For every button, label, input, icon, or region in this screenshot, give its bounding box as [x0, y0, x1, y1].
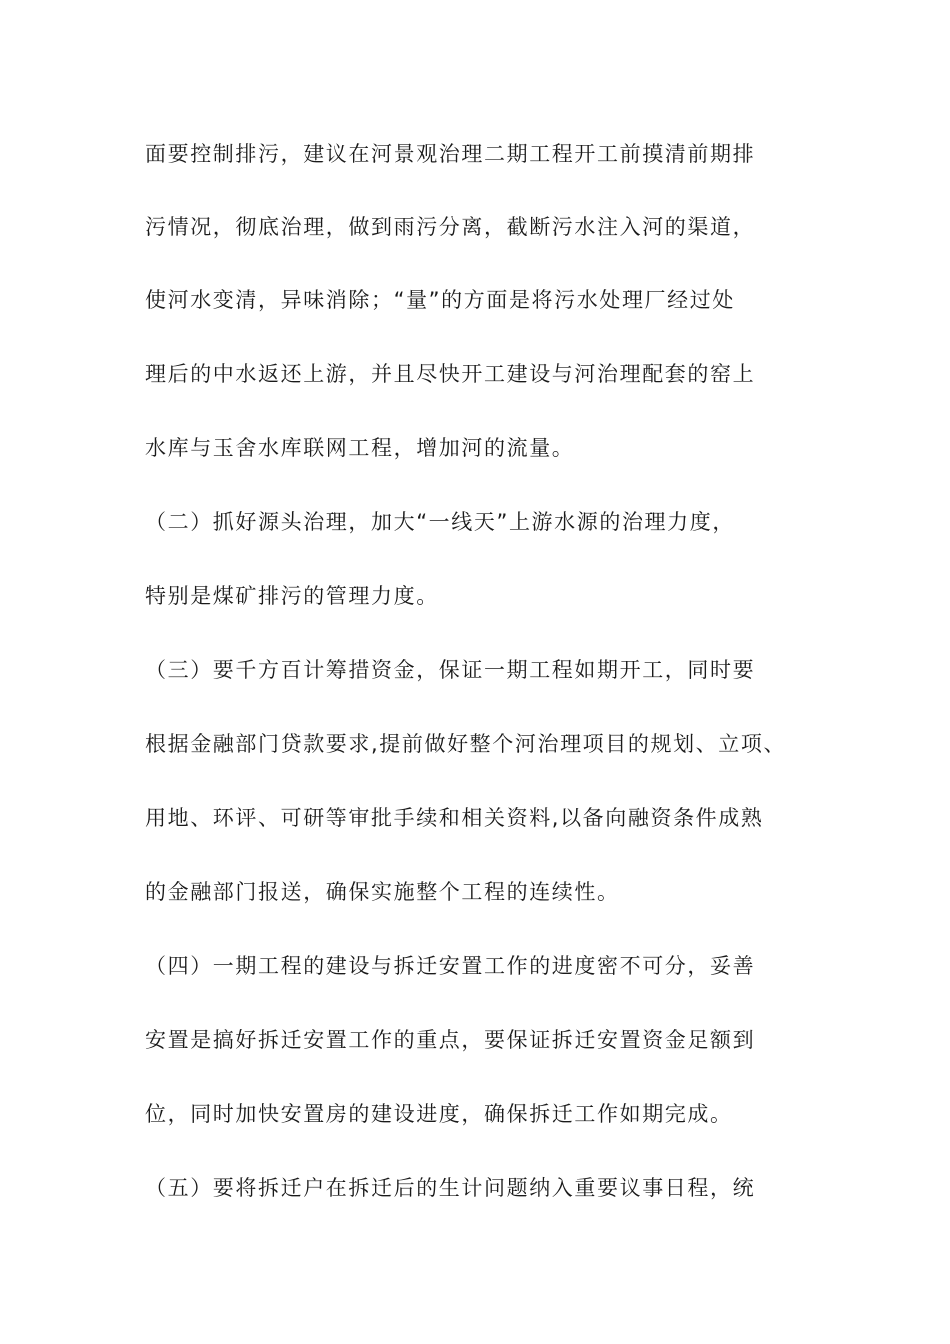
- text-line: 用地、环评、可研等审批手续和相关资料,以备向融资条件成熟: [145, 806, 764, 830]
- text-line: 面要控制排污，建议在河景观治理二期工程开工前摸清前期排: [145, 142, 756, 166]
- text-line: 使河水变清，异味消除；“量”的方面是将污水处理厂经过处: [145, 288, 735, 312]
- text-line: （四）一期工程的建设与拆迁安置工作的进度密不可分，妥善: [145, 954, 756, 978]
- text-line: 水库与玉舍水库联网工程，增加河的流量。: [145, 436, 575, 460]
- text-line: 理后的中水返还上游，并且尽快开工建设与河治理配套的窑上: [145, 362, 756, 386]
- text-line: 根据金融部门贷款要求,提前做好整个河治理项目的规划、立项、: [145, 732, 787, 756]
- text-line: 特别是煤矿排污的管理力度。: [145, 584, 439, 608]
- text-line: 安置是搞好拆迁安置工作的重点，要保证拆迁安置资金足额到: [145, 1028, 756, 1052]
- text-line: 的金融部门报送，确保实施整个工程的连续性。: [145, 880, 620, 904]
- text-line: （五）要将拆迁户在拆迁后的生计问题纳入重要议事日程，统: [145, 1176, 756, 1200]
- text-line: 污情况，彻底治理，做到雨污分离，截断污水注入河的渠道，: [145, 215, 756, 239]
- text-line: 位，同时加快安置房的建设进度，确保拆迁工作如期完成。: [145, 1102, 733, 1126]
- text-line: （三）要千方百计筹措资金，保证一期工程如期开工，同时要: [145, 658, 756, 682]
- text-line: （二）抓好源头治理，加大“一线天”上游水源的治理力度，: [145, 510, 735, 534]
